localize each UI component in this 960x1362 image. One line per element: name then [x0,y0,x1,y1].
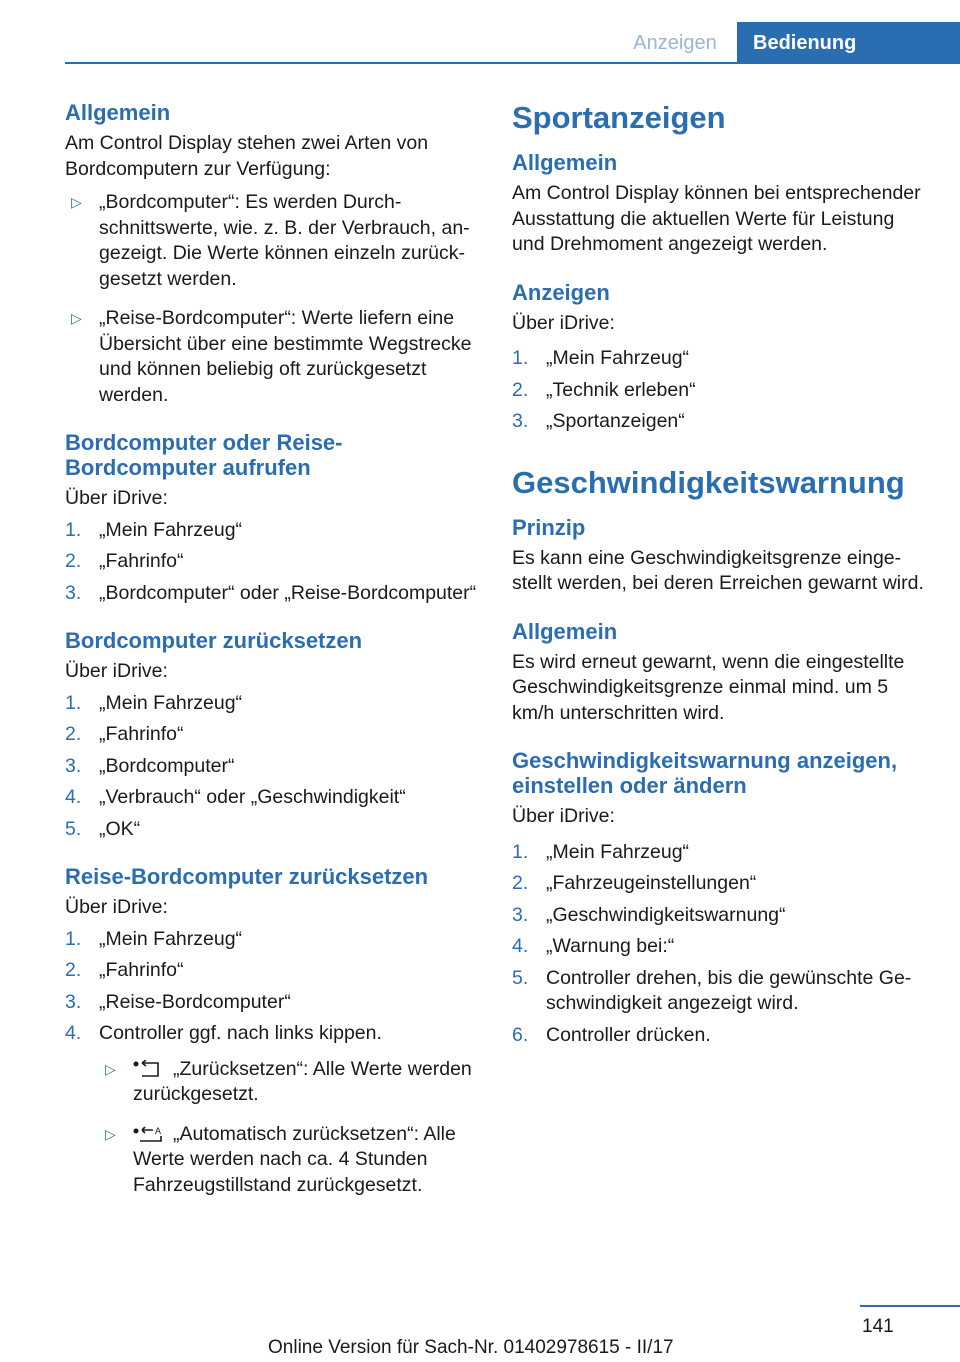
header-tab-bedienung: Bedienung [737,22,960,64]
list-item [65,958,477,984]
list-item [512,966,927,1017]
left-column [65,100,477,1212]
numbered-list [65,518,477,607]
item-text: „Reise-Bordcomputer“ [99,990,291,1013]
header-tab-anzeigen: Anzeigen [633,31,717,54]
list-item [512,871,927,897]
svg-text:A: ▷ A [155,1126,162,1137]
list-item [65,518,477,544]
list-item [65,691,477,717]
list-item: ▷ „Bordcomputer“: Es werden Durchschnittswerte, wie. z. B. der Verbrauch, angezeigt. Die Werte können einzeln zurückgesetzt werden. [65,190,477,292]
item-text: „Zurücksetzen“: Alle Werte werden zurückgesetzt. [133,1057,472,1105]
item-text: „Verbrauch“ oder „Geschwindigkeit“ [99,786,406,808]
list-item [65,754,477,780]
paragraph: Über iDrive: [65,660,168,682]
heading-reise-zuruecksetzen: Reise-Bordcomputer zurücksetzen [65,864,429,889]
list-item [512,1023,927,1049]
item-number: 4. [65,1022,82,1044]
auto-reset-icon [133,1125,163,1143]
item-number: 5. [512,966,529,989]
list-item [65,817,477,843]
item-text: „Fahrinfo“ [99,959,184,981]
item-number: 3. [65,990,82,1013]
paragraph: Es wird erneut gewarnt, wenn die eingestellte Geschwindigkeitsgrenze einmal mind. um 5 km/h unterschritten wird. [512,650,905,724]
numbered-list [65,691,477,843]
list-item [65,990,477,1016]
footer-text: Online Version für Sach-Nr. 01402978615 - II/17 [268,1337,674,1358]
paragraph: Am Control Display können bei entsprechender Ausstattung die aktuellen Werte für Leistung und Drehmoment angezeigt werden. [512,182,921,255]
heading-allgemein: Allgemein [65,100,171,125]
item-text: „Mein Fahrzeug“ [99,691,243,714]
item-text: „Mein Fahrzeug“ [546,840,690,863]
heading-zuruecksetzen: Bordcomputer zurücksetzen [65,628,363,653]
heading-allgemein-2: Allgemein [512,618,618,644]
item-number: 1. [512,347,529,369]
item-number: 1. [65,518,82,541]
heading-anzeigen: Anzeigen [512,279,610,305]
item-number: 2. [65,723,82,745]
list-item: ▷ „Reise-Bordcomputer“: Werte liefern eine Übersicht über eine bestimmte Wegstrecke und können beliebig oft zurückgesetzt werden. [65,306,477,408]
item-number: 1. [512,840,529,863]
reset-icon [133,1060,163,1078]
right-column [512,100,927,1054]
sub-item [99,1122,477,1199]
numbered-list [512,840,927,1049]
item-number: 4. [512,935,529,957]
sub-list [99,1057,477,1199]
paragraph: Am Control Display stehen zwei Arten von Bordcomputern zur Verfügung: [65,132,429,180]
numbered-list [65,927,477,1199]
paragraph: Es kann eine Geschwindigkeitsgrenze eingestellt werden, bei deren Erreichen gewarnt wird. [512,546,924,594]
list-item [65,549,477,575]
list-item [512,840,927,866]
item-text: „Bordcomputer“ [99,754,235,777]
item-text: Controller drehen, bis die gewünschte Geschwindigkeit angezeigt wird. [546,966,912,1014]
sub-item [99,1057,477,1108]
item-number: 3. [65,754,82,777]
item-number: 3. [65,581,82,604]
page-number: 141 [862,1316,894,1337]
item-number: 4. [65,786,82,808]
heading-prinzip: Prinzip [512,514,586,540]
paragraph: Über iDrive: [65,487,168,509]
numbered-list [512,346,927,435]
list-item [512,378,927,404]
paragraph: Über iDrive: [65,896,168,918]
item-number: 1. [65,691,82,714]
list-item [512,346,927,372]
heading-allgemein: Allgemein [512,150,618,175]
item-text: Controller ggf. nach links kippen. [99,1022,382,1044]
list-item [65,722,477,748]
item-number: 5. [65,817,82,840]
item-text: „Mein Fahrzeug“ [546,347,690,369]
list-item [512,934,927,960]
header-rule [65,62,960,64]
item-text: „Sportanzeigen“ [546,410,685,432]
item-text: „Fahrinfo“ [99,723,184,745]
item-number: 3. [512,410,529,432]
paragraph: Über iDrive: [512,805,615,827]
item-text: Controller drücken. [546,1023,711,1046]
item-number: 1. [65,927,82,950]
footer-rule [860,1305,960,1307]
item-number: 2. [512,872,529,894]
list-item [512,409,927,435]
item-text: „Fahrzeugeinstellungen“ [546,872,757,894]
paragraph: Über iDrive: [512,311,615,334]
item-text: „OK“ [99,817,141,840]
list-item [512,903,927,929]
item-text: „Mein Fahrzeug“ [99,518,243,541]
item-number: 2. [65,959,82,981]
item-text: „Automatisch zurücksetzen“: Alle Werte werden nach ca. 4 Stunden Fahrzeugstillstand zurückgesetzt. [133,1122,456,1196]
item-number: 2. [65,550,82,572]
item-text: „Mein Fahrzeug“ [99,927,243,950]
item-text: „Bordcomputer“ oder „Reise-Bordcomputer“ [99,581,477,604]
list-item [65,927,477,953]
list-item [65,785,477,811]
bullet-list [65,190,477,408]
heading-sportanzeigen: Sportanzeigen [512,100,726,135]
heading-geschwindigkeitswarnung: Geschwindigkeitswarnung [512,464,905,500]
heading-gw-anzeigen: Geschwindigkeitswarnung anzeigen, einstellen oder ändern [512,748,898,798]
item-number: 3. [512,903,529,926]
list-item [65,1021,477,1198]
item-number: 6. [512,1023,529,1046]
item-text: „Technik erleben“ [546,378,696,401]
item-text: „Warnung bei:“ [546,935,675,957]
list-item [65,581,477,607]
item-text: „Geschwindigkeitswarnung“ [546,903,786,926]
heading-aufrufen: Bordcomputer oder Reise-Bordcomputer aufrufen [65,430,343,480]
item-text: „Fahrinfo“ [99,550,184,572]
item-number: 2. [512,378,529,401]
